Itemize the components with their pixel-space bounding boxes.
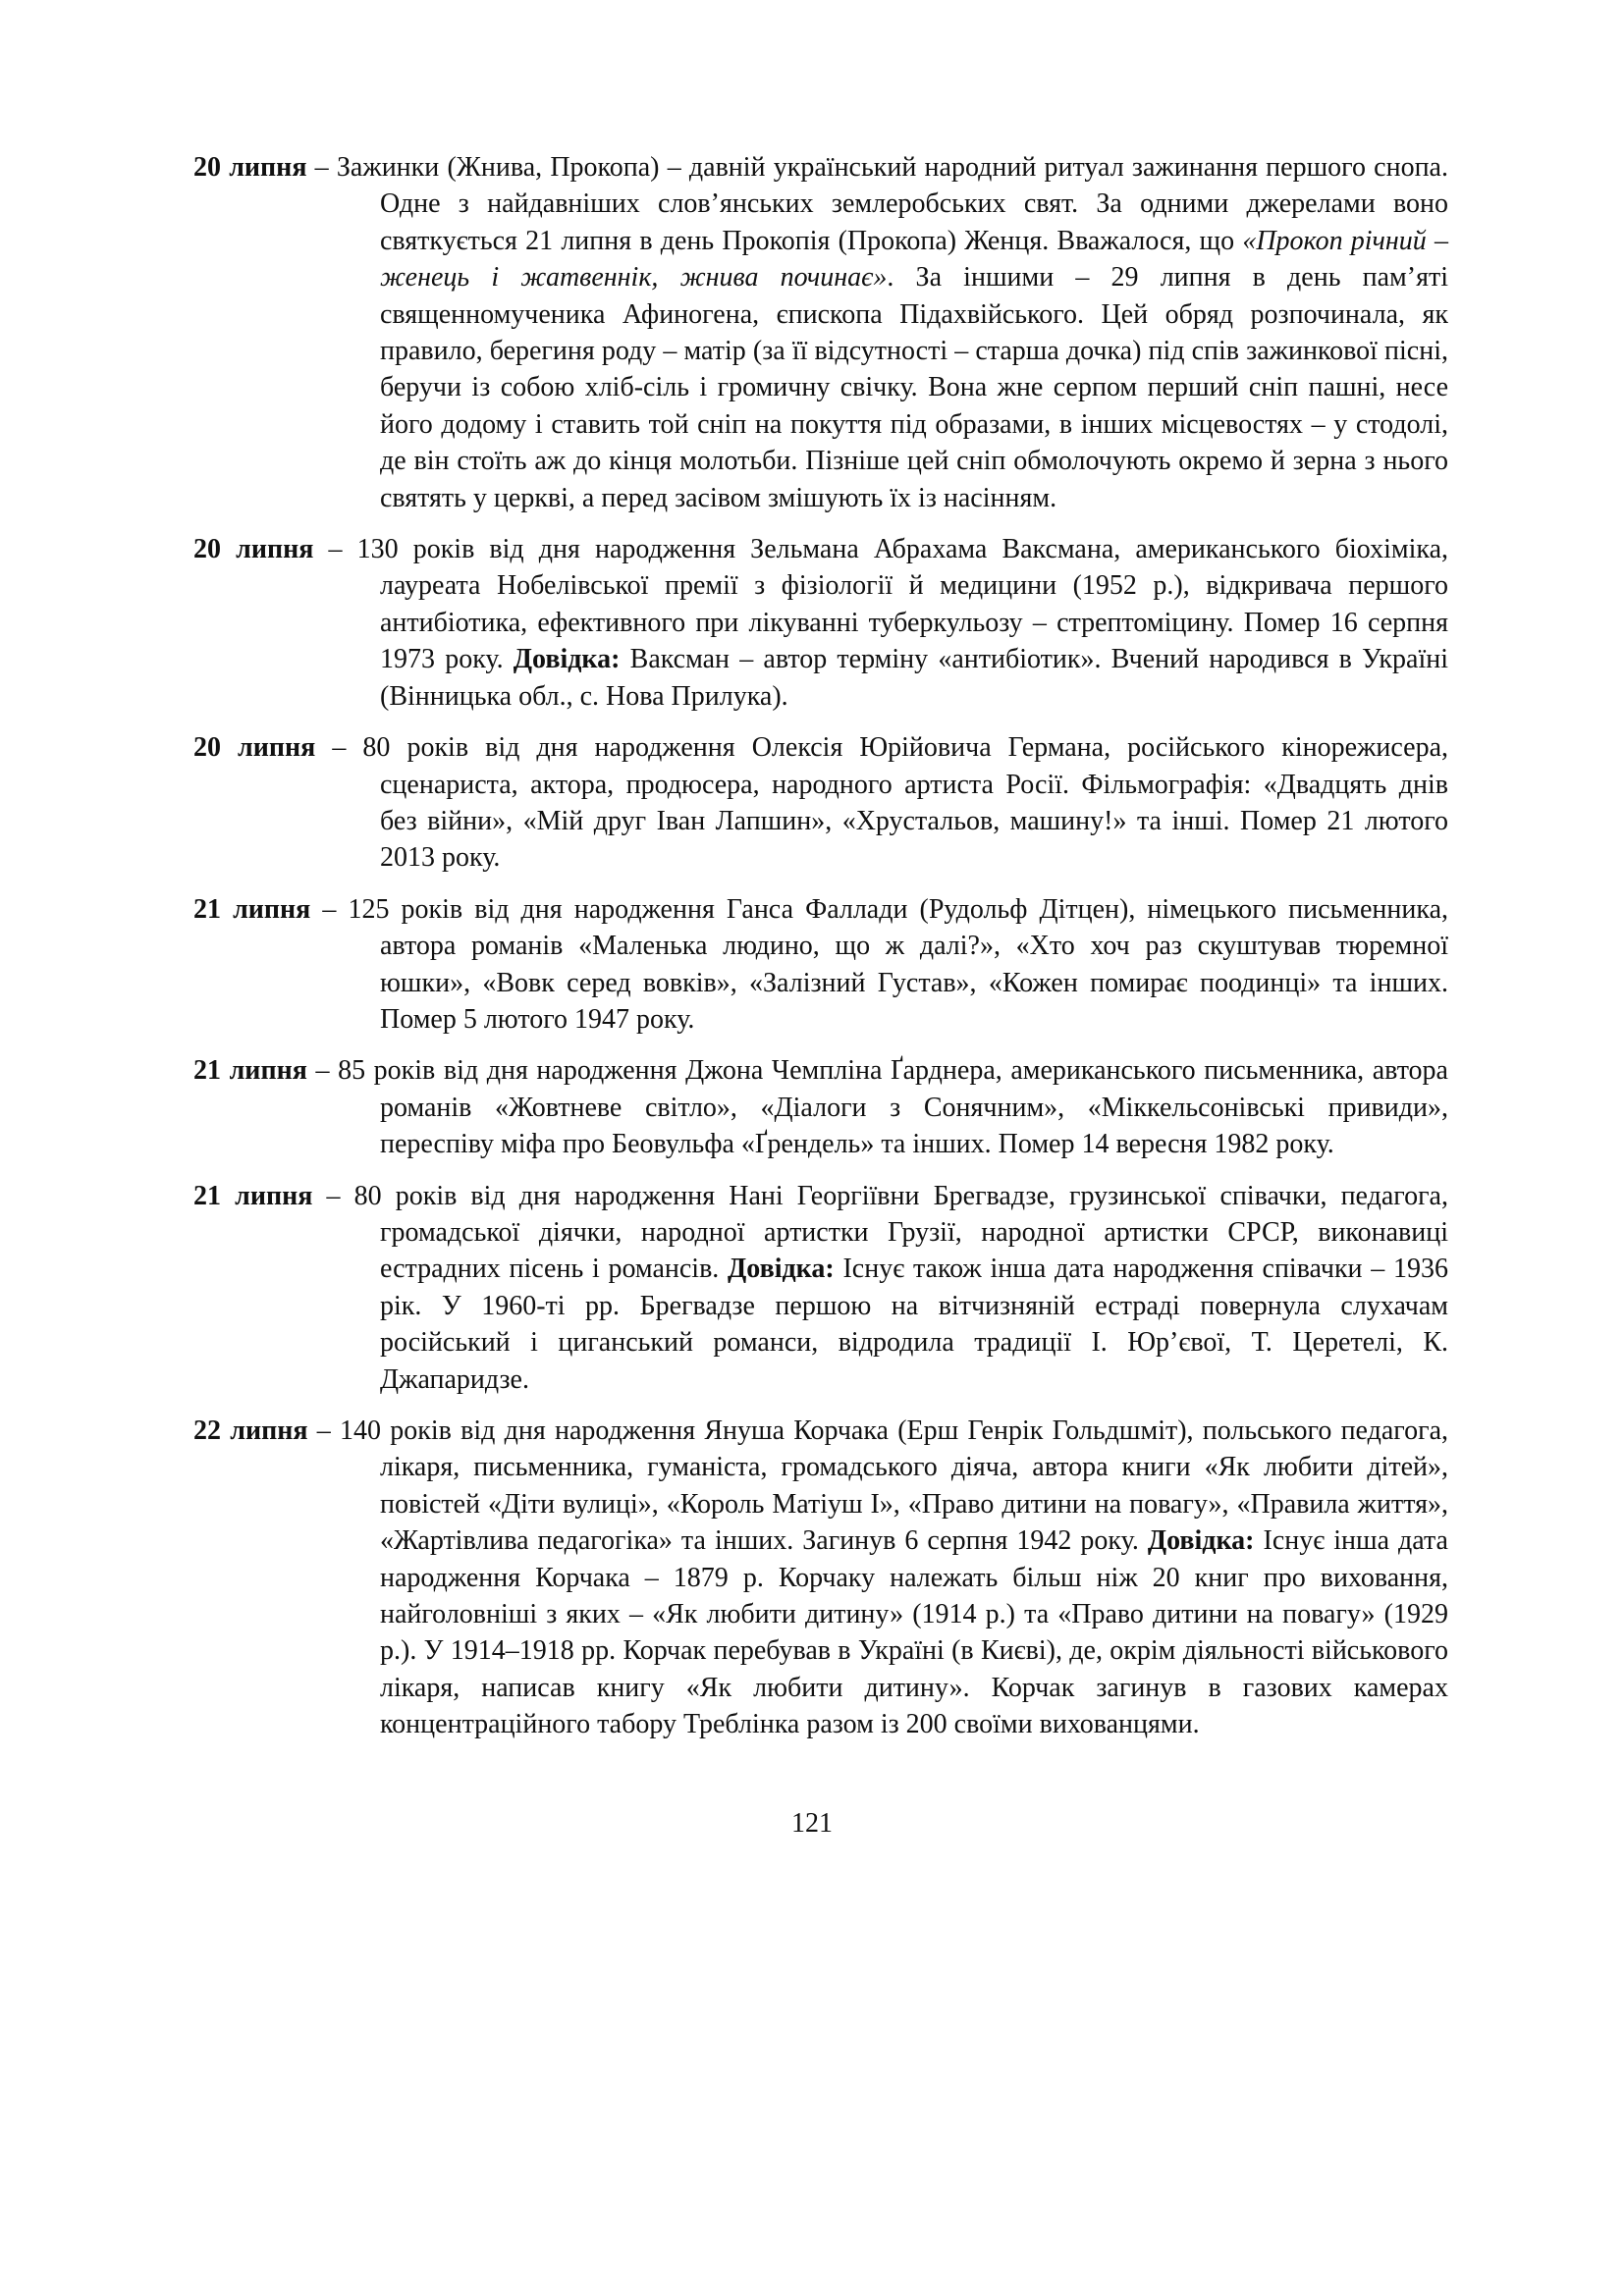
entry-text: . За іншими – 29 липня в день пам’яті священномученика Афиногена, єпископа Підахвійського. Цей обряд розпочинала, як правило, берегиня роду – матір (за її відсутності – старша дочка) під спів зажинкової пісні, беручи із собою хліб-сіль і громичну свічку. Вона жне серпом перший сніп пашні, несе його додому і ставить той сніп на покуття під образами, в інших місцевостях – у стодолі, де він стоїть аж до кінця молотьби. Пізніше цей сніп обмолочують окремо й зерна з нього святять у церкві, а перед засівом змішують їх із насінням.	[380, 262, 1448, 513]
entry-date: 21 липня	[193, 893, 311, 925]
calendar-entry	[193, 531, 1448, 715]
calendar-entry	[193, 1052, 1448, 1162]
note-label: Довідка:	[728, 1254, 835, 1285]
calendar-entries	[193, 149, 1448, 1758]
entry-date: 20 липня	[193, 732, 316, 764]
entry-text: Ваксман – автор терміну «антибіотик». Вчений народився в Україні (Вінницька обл., с. Нова Прилука).	[380, 644, 1448, 712]
note-label: Довідка:	[513, 644, 621, 675]
entry-date: 20 липня	[193, 152, 307, 183]
entry-text: – Зажинки (Жнива, Прокопа) – давній український народний ритуал зажинання першого снопа. Одне з найдавніших слов’янських землеробських свят. За одними джерелами воно святкується 21 липня в день Прокопія (Прокопа) Женця. Вважалося, що	[306, 152, 1448, 256]
note-label: Довідка:	[1147, 1525, 1255, 1557]
entry-text: – 80 років від дня народження Нані Георгіївни Брегвадзе, грузинської співачки, педагога, громадської діячки, народної артистки Грузії, народної артистки СРСР, виконавиці естрадних пісень і романсів.	[312, 1180, 1448, 1285]
entry-text: Існує також інша дата народження співачки – 1936 рік. У 1960-ті рр. Брегвадзе першою на вітчизняній естраді повернула слухачам російський і циганський романси, відродила традиції І. Юр’євої, Т. Церетелі, К. Джапаридзе.	[380, 1254, 1449, 1395]
page-number: 121	[791, 1808, 833, 1839]
entry-text: – 140 років від дня народження Януша Корчака (Ерш Генрік Гольдшміт), польського педагога, лікаря, письменника, гуманіста, громадського діяча, автора книги «Як любити дітей», повістей «Діти вулиці», «Король Матіуш І», «Право дитини на повагу», «Правила життя», «Жартівлива педагогіка» та інших. Загинув 6 серпня 1942 року.	[307, 1415, 1448, 1557]
entry-text: – 125 років від дня народження Ганса Фаллади (Рудольф Дітцен), німецького письменника, автора романів «Маленька людино, що ж далі?», «Хто хоч раз скуштував тюремної юшки», «Вовк серед вовків», «Залізний Густав», «Кожен помирає поодинці» та інших. Помер 5 лютого 1947 року.	[310, 893, 1448, 1035]
entry-date: 22 липня	[193, 1415, 308, 1446]
entry-text: – 130 років від дня народження Зельмана Абрахама Ваксмана, американського біохіміка, лауреата Нобелівської премії з фізіології й медицини (1952 р.), відкривача першого антибіотика, ефективного при лікуванні туберкульозу – стрептоміцину. Помер 16 серпня 1973 року.	[313, 534, 1448, 675]
calendar-entry	[193, 1178, 1448, 1398]
calendar-entry	[193, 891, 1448, 1039]
entry-text: – 80 років від дня народження Олексія Юрійовича Германа, російського кінорежисера, сценариста, актора, продюсера, народного артиста Росії. Фільмографія: «Двадцять днів без війни», «Мій друг Іван Лапшин», «Хрустальов, машину!» та інші. Помер 21 лютого 2013 року.	[315, 732, 1448, 874]
entry-date: 21 липня	[193, 1180, 313, 1211]
entry-date: 21 липня	[193, 1055, 307, 1087]
calendar-entry	[193, 1413, 1448, 1743]
entry-text: – 85 років від дня народження Джона Чемпліна Ґарднера, американського письменника, автора романів «Жовтневе світло», «Діалоги з Сонячним», «Міккельсонівські привиди», переспіву міфа про Беовульфа «Ґрендель» та інших. Помер 14 вересня 1982 року.	[306, 1055, 1448, 1160]
entry-text: Існує інша дата народження Корчака – 1879 р. Корчаку належать більш ніж 20 книг про виховання, найголовніші з яких – «Як любити дитину» (1914 р.) та «Право дитини на повагу» (1929 р.). У 1914–1918 рр. Корчак перебував в Україні (в Києві), де, окрім діяльності військового лікаря, написав книгу «Як любити дитину». Корчак загинув в газових камерах концентраційного табору Треблінка разом із 200 своїми вихованцями.	[380, 1525, 1448, 1740]
calendar-entry	[193, 149, 1448, 516]
calendar-entry	[193, 729, 1448, 877]
entry-date: 20 липня	[193, 534, 314, 565]
quote-text: «Прокоп річний – женець і жатвеннік, жнива починає»	[380, 225, 1448, 294]
